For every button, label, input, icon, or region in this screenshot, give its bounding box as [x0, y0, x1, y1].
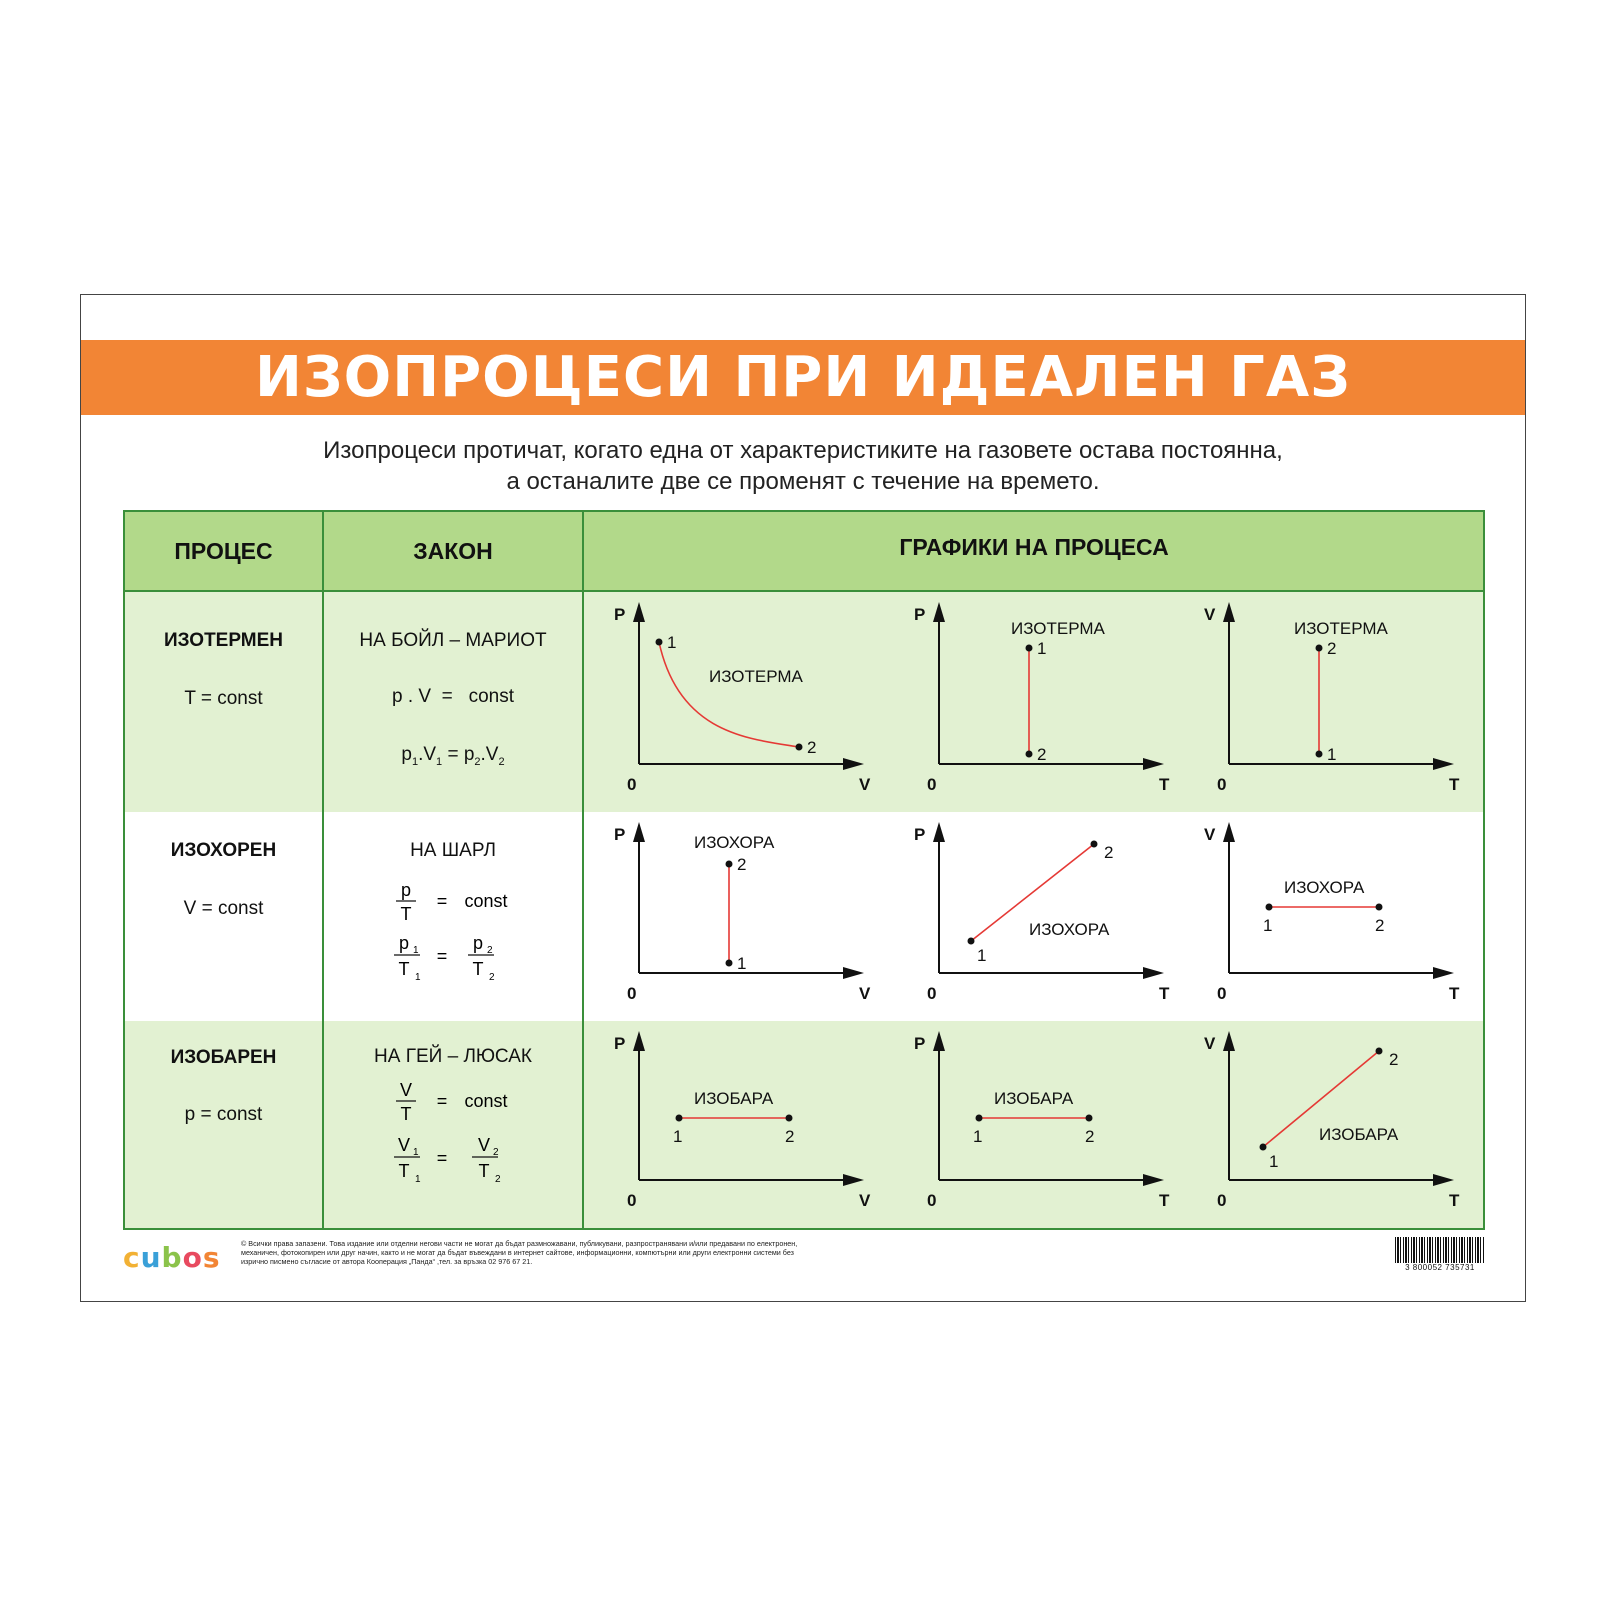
point-2: [796, 744, 803, 751]
graph-7: [614, 1031, 871, 1210]
svg-text:1: 1: [413, 1147, 419, 1158]
svg-text:V: V: [397, 1135, 411, 1155]
x-axis-label: T: [1449, 775, 1460, 794]
graph-label: ИЗОТЕРМА: [1011, 619, 1105, 638]
point-1-label: 1: [673, 1127, 683, 1146]
x-axis-label: T: [1159, 1191, 1170, 1210]
origin-label: 0: [627, 775, 637, 794]
law-name: НА БОЙЛ – МАРИОТ: [359, 630, 547, 651]
process-name: ИЗОБАРЕН: [170, 1047, 277, 1068]
graph-2: [914, 602, 1170, 794]
point-2-label: 2: [1375, 916, 1385, 935]
graph-6: [1204, 822, 1460, 1003]
svg-text:T: T: [398, 1161, 410, 1181]
graph-label: ИЗОБАРА: [994, 1089, 1074, 1108]
logo-letter: b: [161, 1241, 183, 1274]
point-1: [1266, 904, 1273, 911]
svg-text:T: T: [400, 904, 412, 924]
svg-text:2: 2: [495, 1174, 501, 1185]
point-1-label: 1: [1327, 745, 1337, 764]
point-2: [726, 861, 733, 868]
barcode-number: 3 800052 735731: [1405, 1263, 1475, 1272]
process-table: [123, 510, 1485, 1230]
svg-text:1: 1: [415, 1174, 421, 1185]
y-axis-label: P: [614, 605, 626, 624]
svg-text:p: p: [472, 933, 484, 953]
point-2-label: 2: [737, 855, 747, 874]
svg-text:2: 2: [489, 972, 495, 983]
origin-label: 0: [927, 1191, 937, 1210]
svg-text:const: const: [464, 891, 508, 911]
law-name: НА ШАРЛ: [410, 840, 496, 861]
svg-text:2: 2: [487, 945, 493, 956]
process-name: ИЗОТЕРМЕН: [163, 630, 283, 651]
point-1-label: 1: [973, 1127, 983, 1146]
copyright-text: © Всички права запазени. Това издание или отделни негови части не могат да бъдат размножавани, публикувани, разпространявани и/или предавани по електронен, механичен, фотокопирен или друг начин, както и не могат да бъдат въвеждани в интернет сайтове, информационни, компютърни или други електронни системи без изрично писмено съгласие от автора Кооперация „Панда“ ,тел. за връзка 02 976 67 21.: [241, 1239, 798, 1266]
y-axis-label: P: [914, 605, 926, 624]
y-axis-label: P: [614, 825, 626, 844]
svg-text:=: =: [436, 946, 448, 966]
svg-text:T: T: [398, 959, 410, 979]
point-1-label: 1: [667, 633, 677, 652]
point-2-label: 2: [1104, 843, 1114, 862]
process-name: ИЗОХОРЕН: [170, 840, 277, 861]
point-1: [1316, 751, 1323, 758]
graph-label: ИЗОБАРА: [1319, 1125, 1399, 1144]
graph-label: ИЗОХОРА: [1029, 920, 1110, 939]
point-2: [1376, 904, 1383, 911]
y-axis-label: V: [1204, 825, 1216, 844]
y-axis-arrow: [1223, 1031, 1235, 1051]
point-2-label: 2: [807, 738, 817, 757]
svg-text:V: V: [399, 1080, 413, 1100]
law-name: НА ГЕЙ – ЛЮСАК: [374, 1046, 532, 1067]
subtitle-line-1: Изопроцеси протичат, когато една от характеристиките на газовете остава постоянна,: [323, 437, 1283, 464]
point-1: [676, 1115, 683, 1122]
graph-label: ИЗОБАРА: [694, 1089, 774, 1108]
point-2-label: 2: [1389, 1050, 1399, 1069]
x-axis-arrow: [1433, 967, 1454, 979]
x-axis-label: T: [1159, 775, 1170, 794]
formula-line: p . V = const: [392, 686, 514, 707]
graph-1: [614, 602, 871, 794]
point-1: [968, 938, 975, 945]
graph-5: [914, 822, 1170, 1003]
isotherm-curve: [659, 642, 799, 747]
subtitle: [81, 435, 1525, 497]
subtitle-line-2: а останалите две се променят с течение на времето.: [506, 468, 1100, 495]
svg-text:=: =: [436, 1091, 448, 1111]
x-axis-arrow: [843, 758, 864, 770]
point-1: [1260, 1144, 1267, 1151]
point-2-label: 2: [1327, 639, 1337, 658]
svg-text:T: T: [472, 959, 484, 979]
x-axis-arrow: [1143, 1174, 1164, 1186]
point-2-label: 2: [1085, 1127, 1095, 1146]
graph-8: [914, 1031, 1170, 1210]
graph-9: [1204, 1031, 1460, 1210]
origin-label: 0: [1217, 984, 1227, 1003]
point-2-label: 2: [1037, 745, 1047, 764]
graph-label: ИЗОХОРА: [1284, 878, 1365, 897]
barcode-bars: [1395, 1237, 1485, 1263]
point-2: [1086, 1115, 1093, 1122]
y-axis-arrow: [933, 602, 945, 622]
svg-text:=: =: [436, 891, 448, 911]
svg-text:T: T: [400, 1104, 412, 1124]
y-axis-arrow: [633, 822, 645, 842]
process-constant: p = const: [184, 1104, 263, 1125]
x-axis-arrow: [1143, 758, 1164, 770]
origin-label: 0: [1217, 1191, 1227, 1210]
barcode: [1395, 1237, 1485, 1277]
y-axis-label: P: [914, 825, 926, 844]
header-law: ЗАКОН: [413, 537, 493, 564]
svg-text:const: const: [464, 1091, 508, 1111]
point-1-label: 1: [1269, 1152, 1279, 1171]
graph-3: [1204, 602, 1460, 794]
x-axis-arrow: [843, 967, 864, 979]
x-axis-label: T: [1449, 1191, 1460, 1210]
x-axis-arrow: [1143, 967, 1164, 979]
title-banner: [81, 340, 1525, 415]
logo-letter: c: [123, 1241, 141, 1274]
graph-label: ИЗОТЕРМА: [1294, 619, 1388, 638]
graph-label: ИЗОТЕРМА: [709, 667, 803, 686]
cubos-logo: [123, 1241, 221, 1274]
point-2: [1376, 1048, 1383, 1055]
logo-letter: s: [202, 1241, 221, 1274]
point-1-label: 1: [1037, 639, 1047, 658]
graph-label: ИЗОХОРА: [694, 833, 775, 852]
y-axis-arrow: [1223, 822, 1235, 842]
y-axis-label: P: [614, 1034, 626, 1053]
x-axis-arrow: [1433, 1174, 1454, 1186]
header-graphs: ГРАФИКИ НА ПРОЦЕСА: [899, 533, 1169, 560]
formula-ratio: [324, 1072, 582, 1196]
origin-label: 0: [927, 984, 937, 1003]
svg-text:1: 1: [415, 972, 421, 983]
graph-4: [614, 822, 871, 1003]
table-header: [125, 512, 1483, 592]
x-axis-arrow: [1433, 758, 1454, 770]
svg-text:V: V: [477, 1135, 491, 1155]
process-constant: T = const: [184, 688, 263, 709]
y-axis-arrow: [633, 1031, 645, 1051]
svg-text:p: p: [400, 880, 412, 900]
y-axis-arrow: [633, 602, 645, 622]
footer: [81, 1237, 1525, 1297]
x-axis-label: T: [1159, 984, 1170, 1003]
svg-text:p: p: [398, 933, 410, 953]
point-1-label: 1: [1263, 916, 1273, 935]
process-constant: V = const: [183, 898, 264, 919]
poster: [80, 294, 1526, 1302]
x-axis-label: V: [859, 984, 871, 1003]
y-axis-label: V: [1204, 605, 1216, 624]
point-2: [1026, 751, 1033, 758]
point-1-label: 1: [737, 954, 747, 973]
y-axis-arrow: [933, 822, 945, 842]
point-2: [786, 1115, 793, 1122]
formula-ratio: [324, 872, 582, 992]
poster-title: ИЗОПРОЦЕСИ ПРИ ИДЕАЛЕН ГАЗ: [255, 345, 1351, 410]
svg-text:1: 1: [413, 945, 419, 956]
y-axis-label: P: [914, 1034, 926, 1053]
point-2: [1316, 645, 1323, 652]
point-1: [976, 1115, 983, 1122]
point-1: [656, 639, 663, 646]
formula-equality: $p_1.V_1 = p_2.V_2$: [401, 744, 505, 768]
svg-text:=: =: [436, 1148, 448, 1168]
point-1-label: 1: [977, 946, 987, 965]
x-axis-arrow: [843, 1174, 864, 1186]
point-2: [1091, 841, 1098, 848]
process-graphs: [584, 592, 1484, 1228]
x-axis-label: V: [859, 1191, 871, 1210]
origin-label: 0: [1217, 775, 1227, 794]
point-1: [726, 960, 733, 967]
x-axis-label: V: [859, 775, 871, 794]
origin-label: 0: [927, 775, 937, 794]
header-process: ПРОЦЕС: [174, 537, 273, 564]
origin-label: 0: [627, 1191, 637, 1210]
y-axis-arrow: [933, 1031, 945, 1051]
x-axis-label: T: [1449, 984, 1460, 1003]
origin-label: 0: [627, 984, 637, 1003]
svg-text:2: 2: [493, 1147, 499, 1158]
logo-letter: u: [140, 1241, 162, 1274]
point-1: [1026, 645, 1033, 652]
logo-letter: o: [182, 1241, 203, 1274]
point-2-label: 2: [785, 1127, 795, 1146]
y-axis-arrow: [1223, 602, 1235, 622]
svg-text:T: T: [478, 1161, 490, 1181]
y-axis-label: V: [1204, 1034, 1216, 1053]
